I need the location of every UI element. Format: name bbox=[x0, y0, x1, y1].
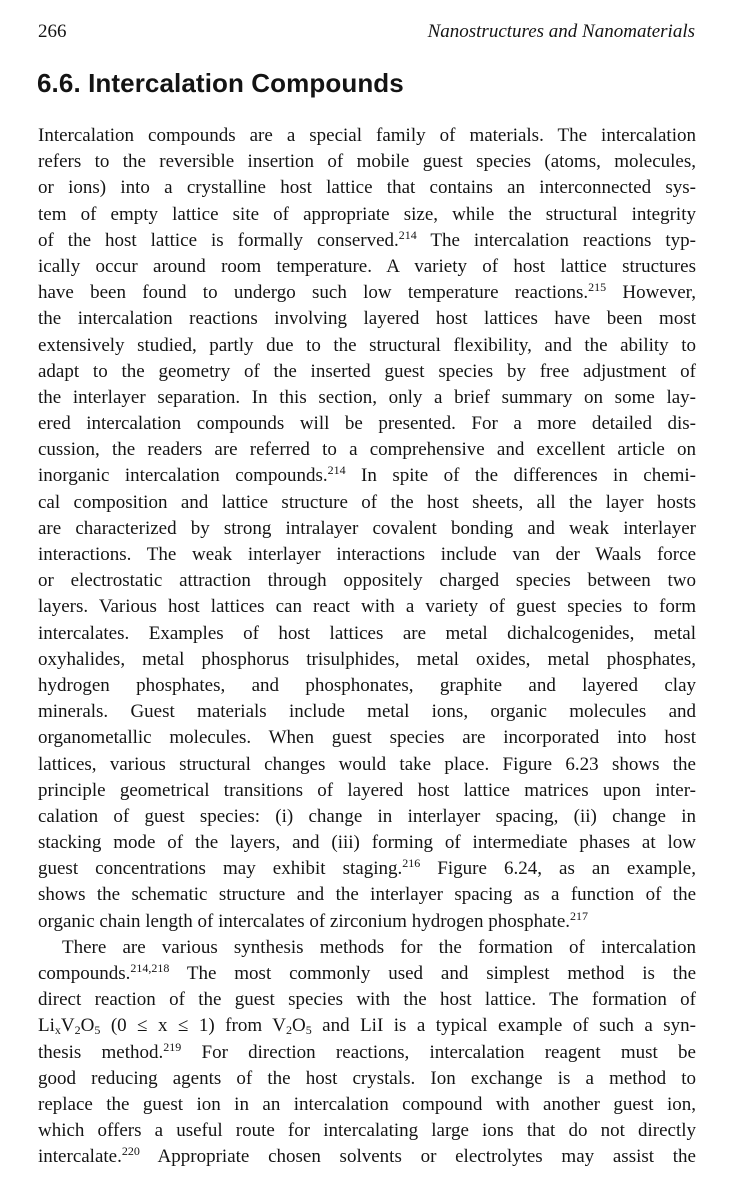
text-line: which offers a useful route for intercalating large ions that do not directly bbox=[38, 1120, 696, 1142]
running-head bbox=[38, 20, 695, 44]
text-line: direct reaction of the guest species with the host lattice. The formation of bbox=[38, 989, 696, 1011]
text-line: cussion, the readers are referred to a comprehensive and excellent article on bbox=[38, 439, 696, 461]
text-line: refers to the reversible insertion of mobile guest species (atoms, molecules, bbox=[38, 151, 696, 173]
text-line: There are various synthesis methods for the formation of intercalation bbox=[62, 936, 696, 958]
text-line: intercalate.$^{220}$ Appropriate chosen solvents or electrolytes may assist the bbox=[38, 1144, 696, 1168]
text-line: intercalates. Examples of host lattices are metal dichalcogenides, metal bbox=[38, 622, 696, 644]
text-line: the interlayer separation. In this section, only a brief summary on some lay- bbox=[38, 386, 696, 408]
text-line: stacking mode of the layers, and (iii) forming of intermediate phases at low bbox=[38, 832, 696, 854]
text-line: tem of empty lattice site of appropriate size, while the structural integrity bbox=[38, 203, 696, 225]
text-line: organometallic molecules. When guest species are incorporated into host bbox=[38, 727, 696, 749]
text-line: ically occur around room temperature. A variety of host lattice structures bbox=[38, 255, 696, 277]
text-line: good reducing agents of the host crystals. Ion exchange is a method to bbox=[38, 1067, 696, 1089]
book-title: Nanostructures and Nanomaterials bbox=[427, 21, 695, 42]
text-line: cal composition and lattice structure of the host sheets, all the layer hosts bbox=[38, 491, 696, 513]
text-line: thesis method.$^{219}$ For direction reactions, intercalation reagent must be bbox=[38, 1039, 696, 1063]
text-line: have been found to undergo such low temperature reactions.$^{215}$ However, bbox=[38, 280, 696, 304]
text-line: minerals. Guest materials include metal ions, organic molecules and bbox=[38, 701, 696, 723]
text-line: replace the guest ion in an intercalation compound with another guest ion, bbox=[38, 1093, 696, 1115]
text-line: compounds.$^{214,218}$ The most commonly used and simplest method is the bbox=[38, 961, 696, 984]
text-line: or ions) into a crystalline host lattice that contains an interconnected sys- bbox=[38, 177, 696, 199]
section-heading: 6.6. Intercalation Compounds bbox=[37, 68, 404, 98]
text-line: Intercalation compounds are a special family of materials. The intercalation bbox=[38, 125, 696, 146]
text-line: guest concentrations may exhibit staging.$^{216}$ Figure 6.24, as an example, bbox=[38, 856, 696, 880]
text-line: of the host lattice is formally conserved.$^{214}$ The intercalation reactions typ- bbox=[38, 227, 696, 251]
text-line: extensively studied, partly due to the structural flexibility, and the ability to bbox=[38, 334, 696, 356]
body-text bbox=[38, 123, 696, 1171]
text-line: layers. Various host lattices can react with a variety of guest species to form bbox=[38, 596, 696, 618]
text-line: inorganic intercalation compounds.$^{214}$ In spite of the differences in chemi- bbox=[38, 463, 697, 487]
text-line: principle geometrical transitions of layered host lattice matrices upon inter- bbox=[38, 779, 696, 801]
text-line: or electrostatic attraction through oppositely charged species between two bbox=[38, 570, 696, 592]
text-line: $Li_xV_2O_5$ (0 ≤ x ≤ 1) from $V_2O_5$ and LiI is a typical example of such a syn- bbox=[38, 1015, 697, 1038]
paragraph bbox=[38, 935, 696, 1171]
paragraph bbox=[38, 123, 696, 935]
text-line: adapt to the geometry of the inserted guest species by free adjustment of bbox=[38, 360, 696, 382]
text-line: shows the schematic structure and the interlayer spacing as a function of the bbox=[38, 884, 696, 906]
page-number: 266 bbox=[38, 21, 67, 42]
text-line: are characterized by strong intralayer covalent bonding and weak interlayer bbox=[38, 517, 696, 539]
text-line: hydrogen phosphates, and phosphonates, graphite and layered clay bbox=[38, 674, 696, 696]
text-line: oxyhalides, metal phosphorus trisulphides, metal oxides, metal phosphates, bbox=[38, 648, 696, 670]
text-line: organic chain length of intercalates of zirconium hydrogen phosphate.$^{217}$ bbox=[38, 908, 588, 932]
text-line: calation of guest species: (i) change in interlayer spacing, (ii) change in bbox=[38, 805, 696, 827]
text-line: the intercalation reactions involving layered host lattices have been most bbox=[38, 308, 696, 330]
text-line: ered intercalation compounds will be presented. For a more detailed dis- bbox=[38, 413, 696, 435]
text-line: interactions. The weak interlayer interactions include van der Waals force bbox=[38, 544, 696, 565]
text-line: lattices, various structural changes would take place. Figure 6.23 shows the bbox=[38, 753, 696, 775]
